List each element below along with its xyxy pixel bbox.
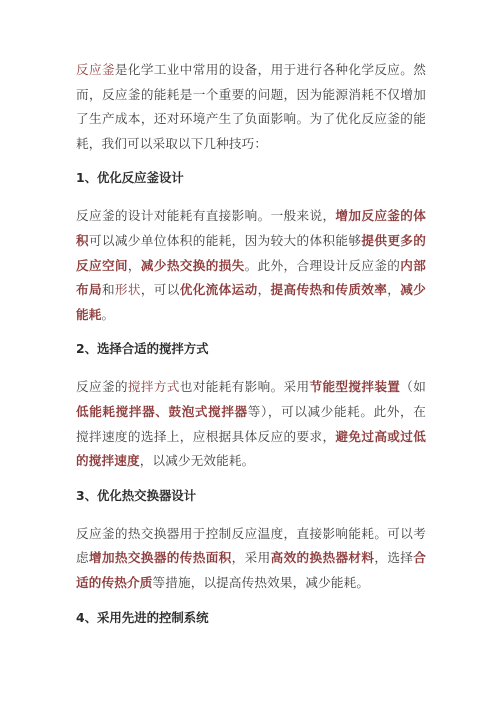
section-3-paragraph [76, 522, 426, 596]
body-text: 可以减少单位体积的能耗，因为较大的体积能够 [88, 232, 362, 248]
body-text: 反应釜的设计对能耗有直接影响。一般来说， [76, 208, 336, 224]
body-text: 。 [101, 306, 115, 322]
section-3-heading: 3、优化热交换器设计 [76, 487, 197, 503]
highlighted-text: 内部布局 [76, 257, 426, 298]
body-text: 等），可以减少能耗。此外，在搅拌速度的选择上，应根据具体反应的要求， [76, 403, 426, 444]
intro-paragraph [76, 58, 426, 156]
section-1-heading: 1、优化反应釜设计 [76, 170, 184, 186]
highlighted-text: 增加热交换器的传热面积 [88, 550, 232, 566]
body-text: 等措施，以提高传热效果，减少能耗。 [152, 574, 370, 590]
body-text: 是化学工业中常用的设备，用于进行各种化学反应。然而，反应釜的能耗是一个重要的问题，因为能源消耗不仅增加了生产成本，还对环境产生了负面影响。为了优化反应釜的能耗，我们可以采取以下几种技巧： [76, 62, 426, 151]
highlighted-text: 节能型搅拌装置 [309, 379, 401, 395]
body-text: 和 [101, 282, 115, 298]
body-text: ， [387, 282, 401, 298]
body-text: ，选择 [374, 550, 414, 566]
body-text: （如 [400, 379, 426, 395]
body-text: ，采用 [231, 550, 271, 566]
section-2-paragraph [76, 375, 426, 473]
highlighted-text: 提高传热和传质效率 [270, 282, 388, 298]
body-text: ， [257, 282, 271, 298]
section-1-paragraph [76, 204, 426, 327]
section-4-heading: 4、采用先进的控制系统 [76, 609, 209, 625]
body-text: ，以减少无效能耗。 [139, 453, 255, 469]
highlighted-text: 低能耗搅拌器、鼓泡式搅拌器 [76, 403, 248, 419]
body-text: 反应釜的热交换器用于控制反应温度，直接影响能耗。可以考虑 [76, 525, 426, 566]
highlighted-text: 优化流体运动 [179, 282, 258, 298]
section-2-heading: 2、选择合适的搅拌方式 [76, 341, 209, 357]
body-text: 也对能耗有影响。采用 [179, 379, 310, 395]
highlighted-text: 提供更多的反应空间 [76, 232, 427, 273]
highlighted-text: 增加反应釜的体积 [76, 208, 426, 248]
body-text: ， [127, 257, 141, 273]
highlighted-text: 合适的传热介质 [76, 550, 427, 590]
body-text: ，可以 [140, 282, 180, 298]
body-text: 反应釜的 [76, 379, 128, 395]
highlighted-text: 高效的换热器材料 [270, 550, 375, 566]
document-page [76, 58, 426, 627]
highlighted-text: 避免过高或过低的搅拌速度 [76, 428, 426, 469]
highlighted-text: 反应釜 [76, 62, 115, 77]
highlighted-text: 减少能耗 [76, 282, 426, 322]
highlighted-text: 减少热交换的损失 [140, 257, 245, 273]
body-text: 。此外，合理设计反应釜的 [244, 257, 401, 273]
highlighted-text: 形状 [114, 282, 141, 298]
highlighted-text: 搅拌方式 [127, 379, 180, 395]
